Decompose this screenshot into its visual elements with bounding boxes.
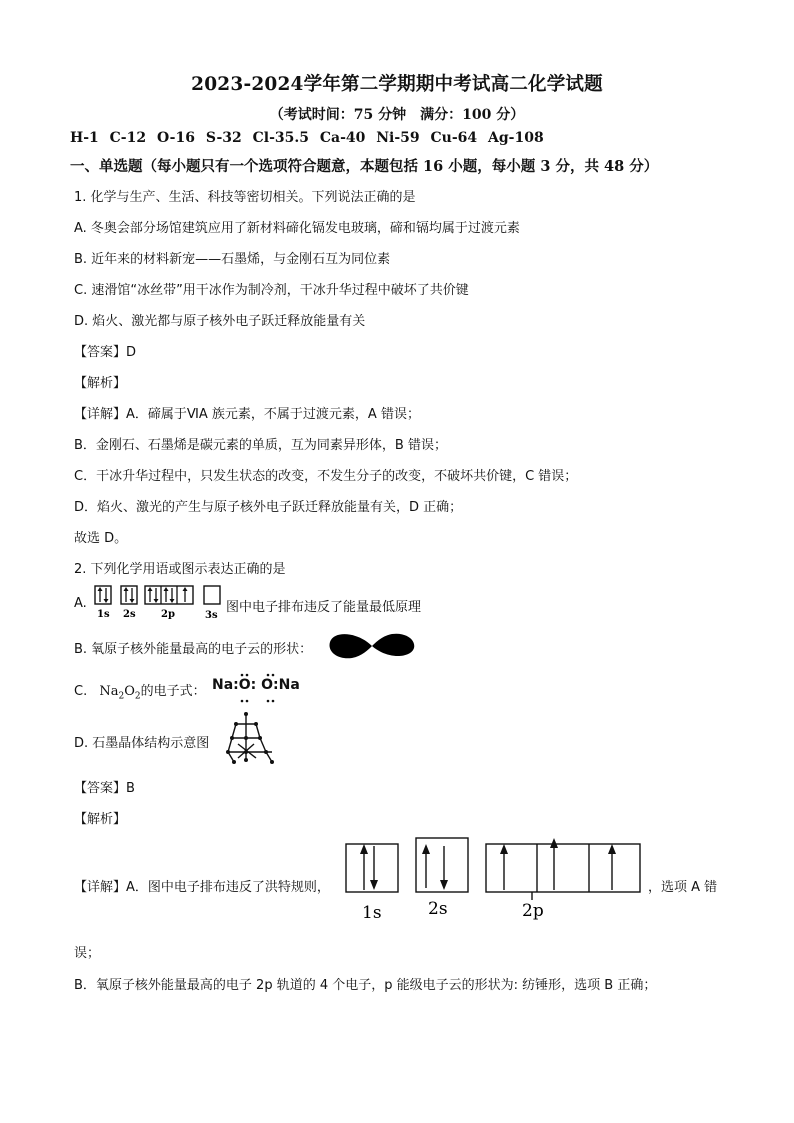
q1-answer xyxy=(74,341,136,360)
detail-tag: 【详解】 xyxy=(74,880,127,895)
electron-dots xyxy=(236,671,286,705)
q2-stem: 2. 下列化学用语或图示表达正确的是 xyxy=(74,562,286,577)
q2-option-a-text: 图中电子排布违反了能量最低原理 xyxy=(226,600,422,615)
option-c-text: 的电子式： xyxy=(140,684,206,699)
q1-option-d: D. 焰火、激光都与原子核外电子跃迁释放能量有关 xyxy=(74,314,366,329)
q1-option-a: A. 冬奥会部分场馆建筑应用了新材料碲化镉发电玻璃，碲和镉均属于过渡元素 xyxy=(74,221,520,236)
large-orbital-diagram xyxy=(344,836,644,928)
page-title: 2023-2024学年第二学期期中考试高二化学试题 xyxy=(191,74,603,95)
crystal-structure-icon xyxy=(222,708,278,766)
big-label-2s: 2s xyxy=(428,899,448,919)
q1-detail-b: B．金刚石、石墨烯是碳元素的单质，互为同素异形体，B 错误； xyxy=(74,438,447,453)
q2-option-b: B. 氧原子核外能量最高的电子云的形状： xyxy=(74,642,313,657)
answer-value: D xyxy=(126,345,137,360)
q1-analysis-tag: 【解析】 xyxy=(74,376,127,391)
answer-value: B xyxy=(126,781,135,796)
orbital-label-2p: 2p xyxy=(161,609,175,620)
p-orbital-dumbbell-icon xyxy=(328,630,416,662)
section-heading: 一、单选题（每小题只有一个选项符合题意，本题包括 16 小题，每小题 3 分，共 48 分） xyxy=(70,158,659,175)
atomic-masses: H-1 C-12 O-16 S-32 Cl-35.5 Ca-40 Ni-59 Cu-64 Ag-108 xyxy=(70,130,544,146)
answer-tag: 【答案】 xyxy=(74,345,127,360)
answer-tag: 【答案】 xyxy=(74,781,127,796)
exam-info: （考试时间：75 分钟 满分：100 分） xyxy=(269,107,525,123)
q2-answer xyxy=(74,777,135,796)
q1-option-b: B. 近年来的材料新宠——石墨烯，与金刚石互为同位素 xyxy=(74,252,391,267)
q2-analysis-tag: 【解析】 xyxy=(74,812,127,827)
electron-dot-formula: Na:O: O:Na xyxy=(212,677,300,693)
q1-option-c: C. 速滑馆“冰丝带”用干冰作为制冷剂，干冰升华过程中破坏了共价键 xyxy=(74,283,469,298)
orbital-label-1s: 1s xyxy=(97,609,110,620)
big-label-2p: 2p xyxy=(522,901,544,921)
q2-option-d: D. 石墨晶体结构示意图 xyxy=(74,736,210,751)
q2-detail-a-wrap: 误； xyxy=(74,946,101,961)
q1-detail-a xyxy=(74,403,420,422)
q2-option-a-prefix: A. xyxy=(74,596,87,611)
q1-conclusion: 故选 D。 xyxy=(74,531,128,546)
q1-detail-c: C．干冰升华过程中，只发生状态的改变，不发生分子的改变，不破坏共价键，C 错误； xyxy=(74,469,578,484)
small-orbital-diagram xyxy=(94,585,226,621)
orbital-label-2s: 2s xyxy=(123,609,136,620)
q2-detail-b: B．氧原子核外能量最高的电子 2p 轨道的 4 个电子，p 能级电子云的形状为: 纺锤形，选项 B 正确； xyxy=(74,978,657,993)
detail-text: A．图中电子排布违反了洪特规则， xyxy=(126,880,330,895)
na2o2-formula: $Na_2O_2$ xyxy=(99,684,141,702)
q1-stem: 1. 化学与生产、生活、科技等密切相关。下列说法正确的是 xyxy=(74,190,416,205)
detail-text: A．碲属于ⅥA 族元素，不属于过渡元素，A 错误； xyxy=(126,407,420,422)
orbital-label-3s: 3s xyxy=(205,610,218,621)
q2-detail-a-tail: ，选项 A 错 xyxy=(648,880,718,895)
q1-detail-d: D．焰火、激光的产生与原子核外电子跃迁释放能量有关，D 正确； xyxy=(74,500,463,515)
q2-detail-a xyxy=(74,876,330,895)
option-c-prefix: C. xyxy=(74,684,88,699)
big-label-1s: 1s xyxy=(362,903,382,923)
detail-tag: 【详解】 xyxy=(74,407,127,422)
q2-option-c xyxy=(74,680,206,702)
